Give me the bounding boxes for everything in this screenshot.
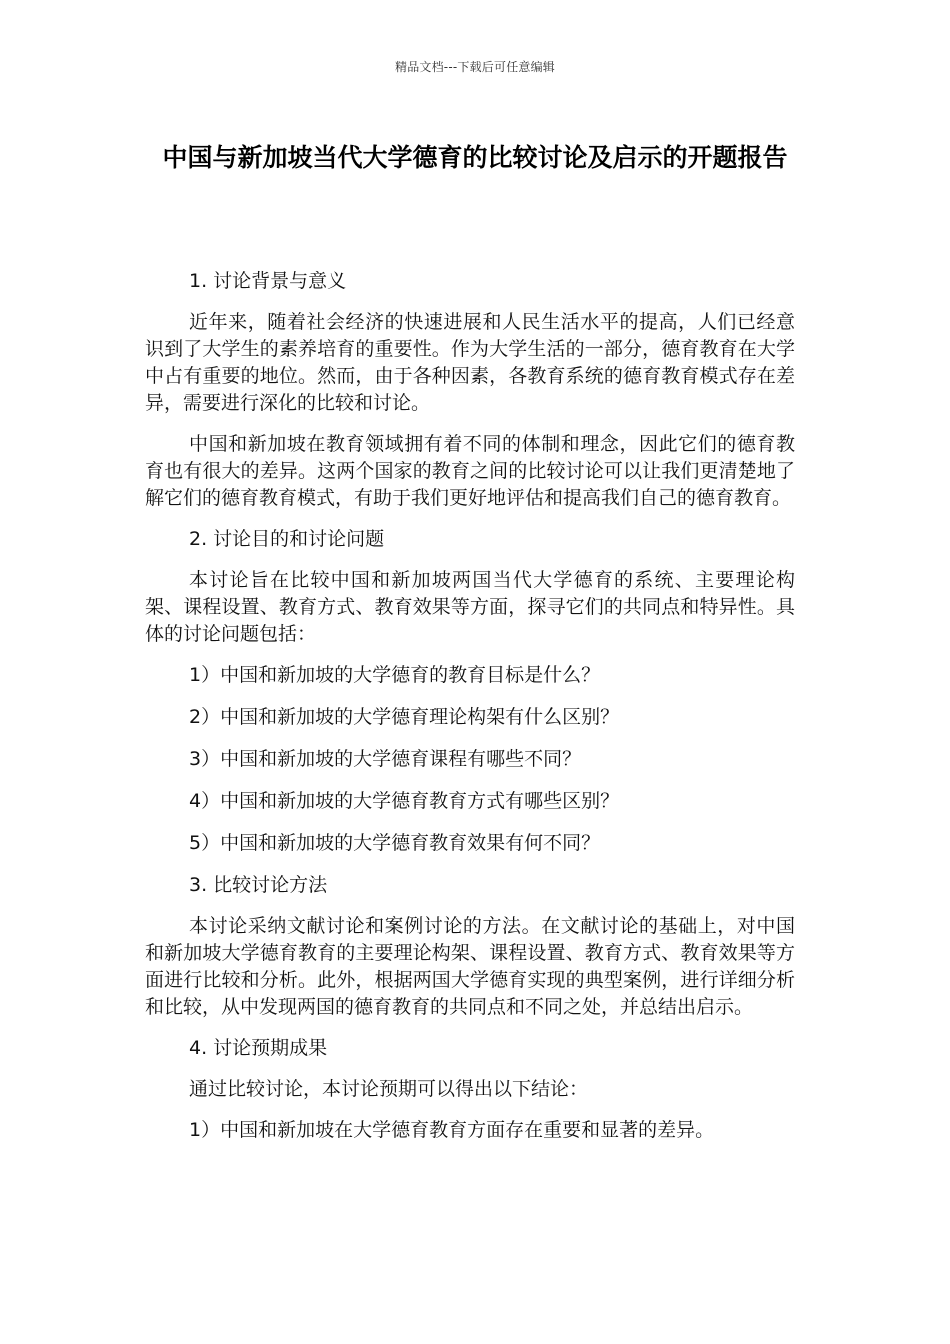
question-item-2: 2）中国和新加坡的大学德育理论构架有什么区别？ <box>189 706 620 728</box>
paragraph-background-2: 中国和新加坡在教育领域拥有着不同的体制和理念，因此它们的德育教育也有很大的差异。这两个国家的教育之间的比较讨论可以让我们更清楚地了解它们的德育教育模式，有助于我们更好地评估和提高我们自己的德育教育。 <box>145 433 795 509</box>
paragraph-expected: 通过比较讨论，本讨论预期可以得出以下结论： <box>189 1078 589 1100</box>
question-item-1: 1）中国和新加坡的大学德育的教育目标是什么？ <box>189 664 601 686</box>
section-heading-1: 1. 讨论背景与意义 <box>189 270 347 292</box>
paragraph-purpose: 本讨论旨在比较中国和新加坡两国当代大学德育的系统、主要理论构架、课程设置、教育方式、教育效果等方面，探寻它们的共同点和特异性。具体的讨论问题包括： <box>145 569 795 645</box>
document-title: 中国与新加坡当代大学德育的比较讨论及启示的开题报告 <box>162 143 788 172</box>
paragraph-background-1: 近年来，随着社会经济的快速进展和人民生活水平的提高，人们已经意识到了大学生的素养培育的重要性。作为大学生活的一部分，德育教育在大学中占有重要的地位。然而，由于各种因素，各教育系统的德育教育模式存在差异，需要进行深化的比较和讨论。 <box>145 311 795 414</box>
paragraph-method: 本讨论采纳文献讨论和案例讨论的方法。在文献讨论的基础上，对中国和新加坡大学德育教育的主要理论构架、课程设置、教育方式、教育效果等方面进行比较和分析。此外，根据两国大学德育实现的典型案例，进行详细分析和比较，从中发现两国的德育教育的共同点和不同之处，并总结出启示。 <box>145 915 795 1018</box>
conclusion-item-1: 1）中国和新加坡在大学德育教育方面存在重要和显著的差异。 <box>189 1119 715 1141</box>
section-heading-3: 3. 比较讨论方法 <box>189 874 328 896</box>
section-heading-4: 4. 讨论预期成果 <box>189 1037 328 1059</box>
document-body <box>145 268 795 1159</box>
question-item-3: 3）中国和新加坡的大学德育课程有哪些不同？ <box>189 748 582 770</box>
section-heading-2: 2. 讨论目的和讨论问题 <box>189 528 385 550</box>
question-item-4: 4）中国和新加坡的大学德育教育方式有哪些区别？ <box>189 790 620 812</box>
question-item-5: 5）中国和新加坡的大学德育教育效果有何不同？ <box>189 832 601 854</box>
page-header: 精品文档---下载后可任意编辑 <box>395 60 555 74</box>
